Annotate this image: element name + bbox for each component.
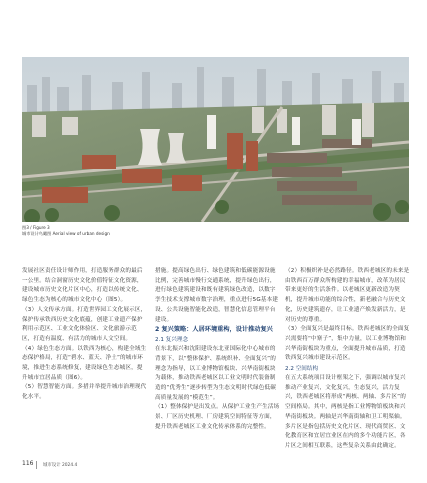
- figure-caption: [22, 225, 110, 236]
- footer-divider: [36, 461, 37, 469]
- paragraph: （3）全面复兴是最终目标。铁西老城区的全面复兴需要将“中寨子”，集中力量，以工业博物馆和兴华南街板块为重点，全面提升城市品质，打造铁西复兴城市建设示范区。: [285, 326, 410, 362]
- paragraph: （2）积极织补是必然路径。铁西老城区的未来是由铁西百万群众所构建的幸福城市，改革为居民带来更好的生活条件。以老城区更新改造为契机，提升城市功能的综合性，新老融合与历史文化，历史建筑遗存，让工业遗产焕发新活力，是对历史的尊重。: [285, 268, 410, 323]
- section-heading: 2 复兴策略：人居环境重构，设计推动复兴: [155, 326, 273, 334]
- subsection-heading: 2.2 空间结构: [285, 366, 319, 373]
- column-2: [155, 267, 280, 433]
- paragraph: （1）整体保护是出发点。从保护工业生产生活场景、厂区历史机理、厂房建筑空间特征等方面，提升铁西老城区工业文化传承体系的完整性。: [155, 404, 280, 430]
- paragraph: （4）绿色生态方面。以铁西为核心，构建全域生态保护格局，打造“碧水、蓝天、净土”的城市环境，推进生态系统修复，建设绿色生态城区，提升城市宜居品质（图6）。: [22, 345, 147, 381]
- paragraph: 发展社区责任设计师作用，打造服务群众的最后一公里。结合洞窗历史文化价值特征文化资源，建设城市历史文化片区中心，打造以传统文化、绿色生态为核心的城市文化中心（图5）。: [22, 268, 143, 304]
- column-1: [22, 267, 147, 403]
- figure-label: 图3 / Figure 3: [22, 225, 50, 230]
- paragraph: 措施。提高绿色出行、绿色建筑和低碳能源设施比例，完善城市慢行交通系统，提升绿色出行，进行绿色建筑建设和既有建筑绿色改造，以数字孪生技术支撑城市数字治理，重点进行5G基本建设、公共设施智能化改造，智慧化信息管理平台建设。: [155, 268, 279, 323]
- paragraph: 在东北振兴和沈阳建设东北亚国际化中心城市的背景下，以“整体保护、系统织补、全面复兴”的理念为指导，以工业博物馆板块、兴华南街板块为载体，推动铁西老城区以工业文明时代装备制造的“优秀生”逐步转型为生态文明时代绿色低碳高质量发展的“模范生”。: [155, 346, 276, 401]
- page-number: 116: [22, 460, 34, 467]
- paragraph: （5）智慧智能方面。多措并举提升城市治理现代化水平。: [22, 384, 147, 401]
- figure-caption-text: 城市设计鸟瞰图 Aerial view of urban design: [22, 230, 110, 236]
- column-3: [285, 267, 410, 452]
- paragraph: （3）人文传承方面。打造世界园工文化展示区，保护传承铁西历史文化底蕴，创建工业遗产保护利用示范区、工业文化体验区、文化旅游示范区，打造有温度、有活力的城市人文空间。: [22, 306, 147, 342]
- paragraph: 在五大系统项目设计框架之下，强调以城市复兴推动产业复兴，文化复兴，生态复兴，活力复兴，铁西老城区将形成“两核、两轴、多片区”的空间格局。其中，两核是指工业博物馆板块和兴华南街板块。两轴是兴华南街轴和卫工明渠轴。多片区是指包括历史文化片区、现代商贸区、文化教育区和宜居宜业区在内的多个功能片区，各片区之间相互联系，这些复杂关系由此确定。: [285, 375, 406, 449]
- journal-name: 城市设计 2024.4: [43, 463, 78, 468]
- aerial-urban-design-image: [22, 57, 409, 222]
- subsection-heading: 2.1 复兴理念: [155, 337, 189, 344]
